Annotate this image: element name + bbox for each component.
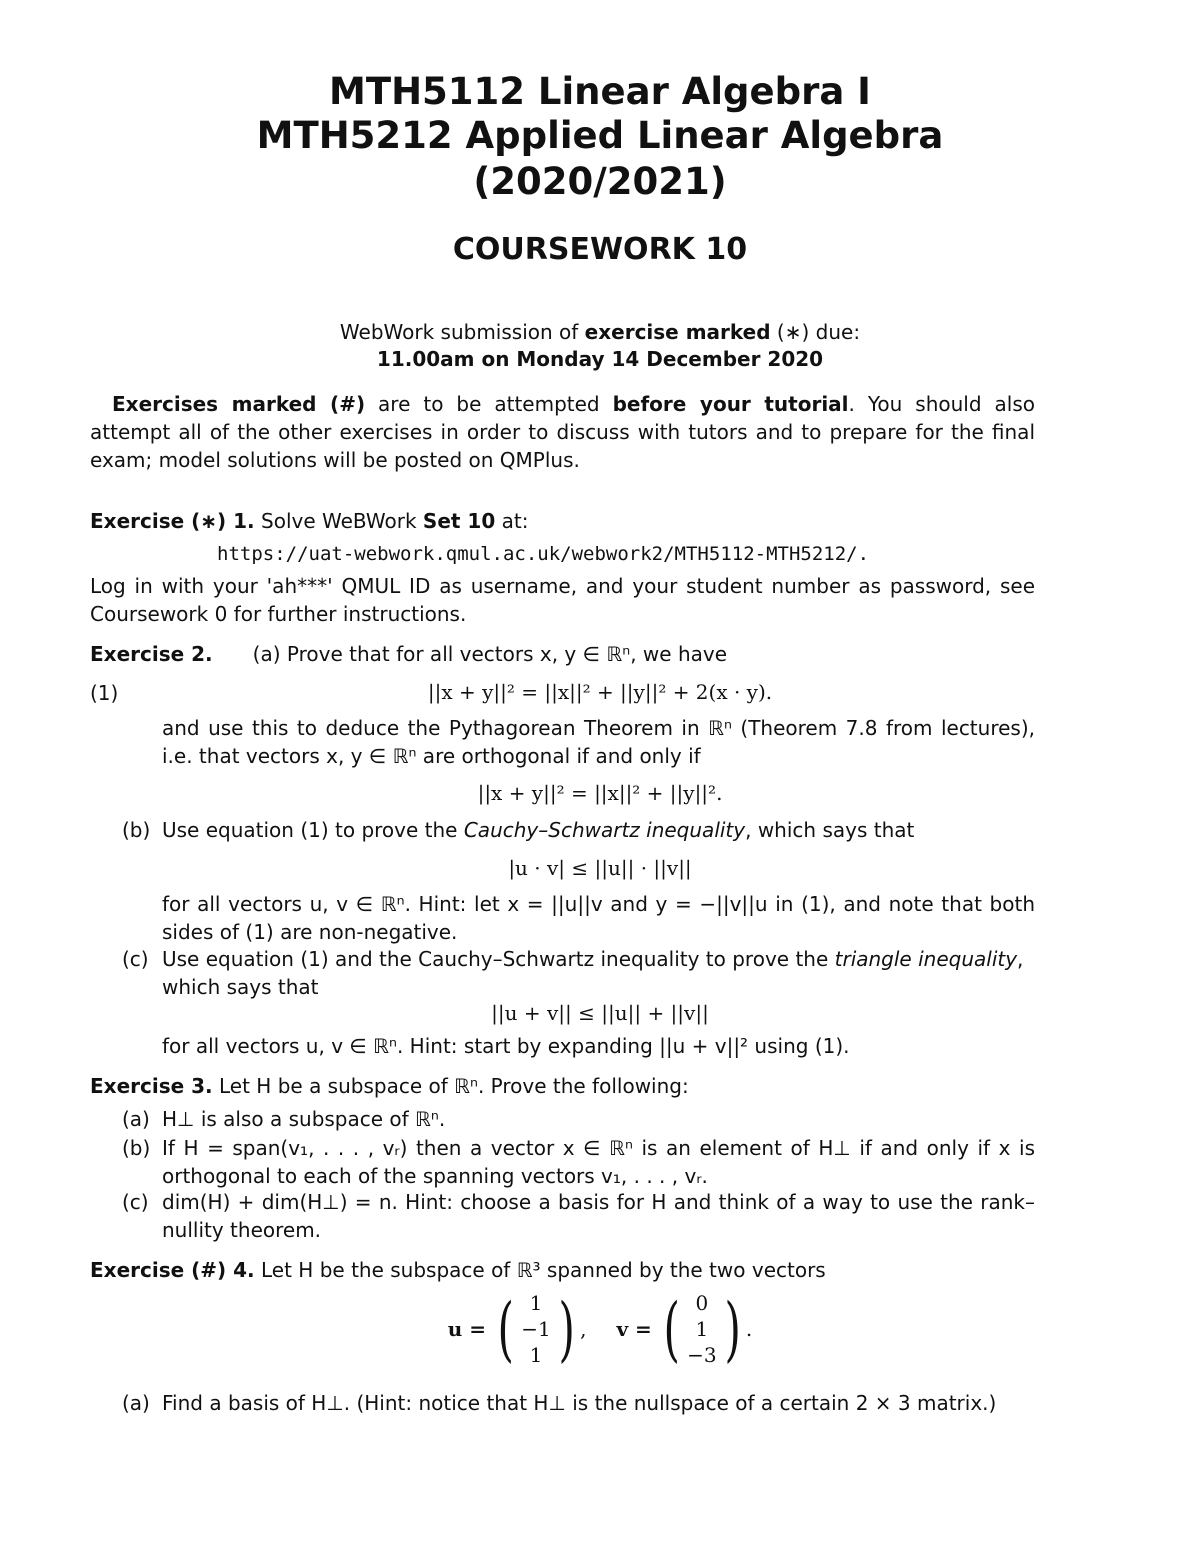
u-label: u = bbox=[447, 1317, 486, 1341]
exercise-2b-intro: Use equation (1) to prove the Cauchy–Schwartz inequality, which says that bbox=[162, 818, 915, 842]
vector-u: ( 1 −1 1 ) bbox=[497, 1288, 575, 1370]
exercise-2b-hint: for all vectors u, v ∈ ℝⁿ. Hint: let x = ||u||v and y = −||v||u in (1), and note that both sides of (1) are non-negative. bbox=[162, 892, 1035, 944]
exercise-3-heading: Exercise 3. Let H be a subspace of ℝⁿ. Prove the following: bbox=[90, 1074, 689, 1098]
equation-4: ||u + v|| ≤ ||u|| + ||v|| bbox=[491, 1001, 709, 1025]
equation-2: ||x + y||² = ||x||² + ||y||². bbox=[477, 781, 723, 805]
equation-3: |u · v| ≤ ||u|| · ||v|| bbox=[508, 856, 692, 880]
vector-display: u = ( 1 −1 1 ) , v = ( 0 1 −3 ) . bbox=[447, 1288, 753, 1370]
ex4-part-a-text: Find a basis of H⊥. (Hint: notice that H⊥ is the nullspace of a certain 2 × 3 matrix.) bbox=[162, 1391, 997, 1415]
ex3-part-b-text: If H = span(v₁, . . . , vᵣ) then a vector x ∈ ℝⁿ is an element of H⊥ if and only if x is orthogonal to each of the spanning vectors v₁, . . . , vᵣ. bbox=[162, 1136, 1035, 1188]
course-title-2: MTH5212 Applied Linear Algebra bbox=[256, 114, 944, 157]
u-entry: 1 bbox=[529, 1291, 543, 1315]
exercise-2c-hint: for all vectors u, v ∈ ℝⁿ. Hint: start by expanding ||u + v||² using (1). bbox=[162, 1034, 850, 1058]
academic-year: (2020/2021) bbox=[473, 160, 727, 203]
exercise-4-heading: Exercise (#) 4. Let H be the subspace of ℝ³ spanned by the two vectors bbox=[90, 1258, 826, 1282]
ex3-part-b-label: (b) bbox=[122, 1136, 151, 1160]
ex3-part-c-text: dim(H) + dim(H⊥) = n. Hint: choose a basis for H and think of a way to use the rank–nullity theorem. bbox=[162, 1190, 1035, 1242]
vector-v: ( 0 1 −3 ) bbox=[663, 1288, 741, 1370]
v-entry: 0 bbox=[695, 1291, 709, 1315]
course-title-1: MTH5112 Linear Algebra I bbox=[329, 70, 871, 113]
part-c-label: (c) bbox=[122, 947, 149, 971]
v-label: v = bbox=[616, 1317, 652, 1341]
exercise-2a-text: and use this to deduce the Pythagorean Theorem in ℝⁿ (Theorem 7.8 from lectures), i.e. that vectors x, y ∈ ℝⁿ are orthogonal if and only if bbox=[162, 716, 1035, 768]
v-entry: 1 bbox=[695, 1317, 709, 1341]
coursework-heading: COURSEWORK 10 bbox=[452, 232, 748, 267]
ex3-part-a-label: (a) bbox=[122, 1107, 150, 1131]
equation-number: (1) bbox=[90, 681, 119, 705]
ex3-part-c-label: (c) bbox=[122, 1190, 149, 1214]
submission-line: WebWork submission of exercise marked (∗) due: bbox=[339, 320, 861, 344]
equation-1: ||x + y||² = ||x||² + ||y||² + 2(x · y). bbox=[427, 680, 773, 704]
u-entry: 1 bbox=[529, 1343, 543, 1367]
exercise-1-heading: Exercise (∗) 1. Solve WeBWork Set 10 at: bbox=[90, 509, 529, 533]
intro-paragraph: Exercises marked (#) are to be attempted before your tutorial. You should also attempt all of the other exercises in order to discuss with tutors and to prepare for the final exam; model solutions will be posted on QMPlus. bbox=[90, 392, 1035, 472]
webwork-url[interactable]: https://uat-webwork.qmul.ac.uk/webwork2/MTH5112-MTH5212/. bbox=[217, 543, 870, 565]
u-entry: −1 bbox=[521, 1317, 551, 1341]
v-entry: −3 bbox=[687, 1343, 717, 1367]
ex4-part-a-label: (a) bbox=[122, 1391, 150, 1415]
deadline: 11.00am on Monday 14 December 2020 bbox=[376, 347, 824, 371]
exercise-2c-intro: Use equation (1) and the Cauchy–Schwartz inequality to prove the triangle inequality, which says that bbox=[162, 947, 1024, 999]
exercise-2-heading: Exercise 2. (a) Prove that for all vectors x, y ∈ ℝⁿ, we have bbox=[90, 642, 728, 666]
login-instructions: Log in with your 'ah***' QMUL ID as username, and your student number as password, see Coursework 0 for further instructions. bbox=[90, 574, 1035, 626]
part-b-label: (b) bbox=[122, 818, 151, 842]
ex3-part-a-text: H⊥ is also a subspace of ℝⁿ. bbox=[162, 1107, 446, 1131]
